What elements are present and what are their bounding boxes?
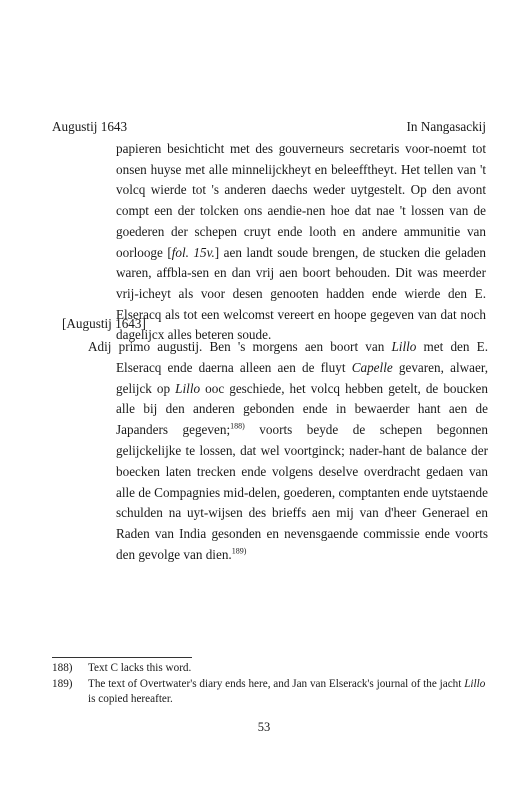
ship-name-capelle: Capelle [351, 359, 393, 375]
ship-name-lillo-2: Lillo [175, 380, 201, 396]
page-number: 53 [257, 720, 271, 734]
para1-run-2: ] aen landt soude brengen, de stucken die geladen waren, affbla-sen en dan vrij aen boort behouden. Dit was meerder vrij-icheyt als voor desen genooten hadden ende wierde den E. Elseracq als tot een welcomst vereert en hoope gegeven van dat noch dagelijcx alles beteren soude. [116, 244, 486, 343]
ship-name-lillo: Lillo [391, 339, 417, 354]
running-header [52, 118, 486, 135]
para2-run-3: gevaren, alwaer, gelijck op [116, 359, 488, 396]
header-place: In Nangasackij [406, 119, 486, 134]
paragraph-2-text [88, 337, 488, 566]
para2-run-1: Adij primo augustij. Ben 's morgens aen boort van [88, 339, 392, 354]
footnote-189 [52, 677, 492, 708]
footnote-ref-189: 189) [231, 546, 247, 556]
para1-run-1: papieren besichticht met des gouverneurs secretaris voor-noemt tot onsen huyse met alle minnelijckheyt en beleefftheyt. Het tellen van 't volcq wierde tot 's anderen daechs weder uytgestelt. Op den avont compt een der tolcken ons aendie-nen hoe dat nae 't lossen van de goederen der schepen cruyt ende looth en andere ammunitie van oorlooge [ [116, 141, 486, 260]
footnote-text [88, 677, 492, 708]
section-heading: [Augustij 1643] [62, 316, 146, 331]
paragraph-2 [88, 337, 488, 566]
footnote-run-1: The text of Overtwater's diary ends here, and Jan van Elserack's journal of the jacht [88, 677, 465, 690]
para2-run-2: met den E. Elseracq ende daerna alleen aen de fluyt [116, 339, 489, 375]
ship-name-lillo-footnote: Lillo [464, 677, 486, 690]
folio-reference: fol. 15v. [171, 244, 215, 260]
paragraph-1-text [116, 139, 486, 346]
footnote-text: Text C lacks this word. [88, 662, 192, 674]
paragraph-1 [116, 139, 486, 346]
footnote-number: 188) [52, 662, 73, 674]
footnote-divider [52, 657, 192, 658]
para2-run-4: ooc geschiede, het volcq hebben getelt, de boucken alle bij den anderen gebonden ende in bewaerder hant aen de Japanders gegeven; [116, 380, 488, 438]
footnotes [52, 661, 492, 708]
footnote-number: 189) [52, 677, 73, 690]
para2-run-5: voorts beyde de schepen begonnen gelijckelijke te lossen, dat wel voortginck; nader-hant de balance der boecken laten trecken ende volgens deselve overdracht gedaen van alle de Compagnies mid-delen, goederen, comptanten ende uytstaende schulden na uyt-wijsen des brieffs aen mij van d'heer Generael en Raden van India gesonden en nevensgaende commissie ende voorts den gevolge van dien. [116, 422, 488, 562]
footnote-ref-188: 188) [230, 421, 245, 431]
header-date: Augustij 1643 [52, 119, 128, 134]
footnote-run-2: is copied hereafter. [88, 693, 173, 705]
footnote-188 [52, 661, 492, 677]
